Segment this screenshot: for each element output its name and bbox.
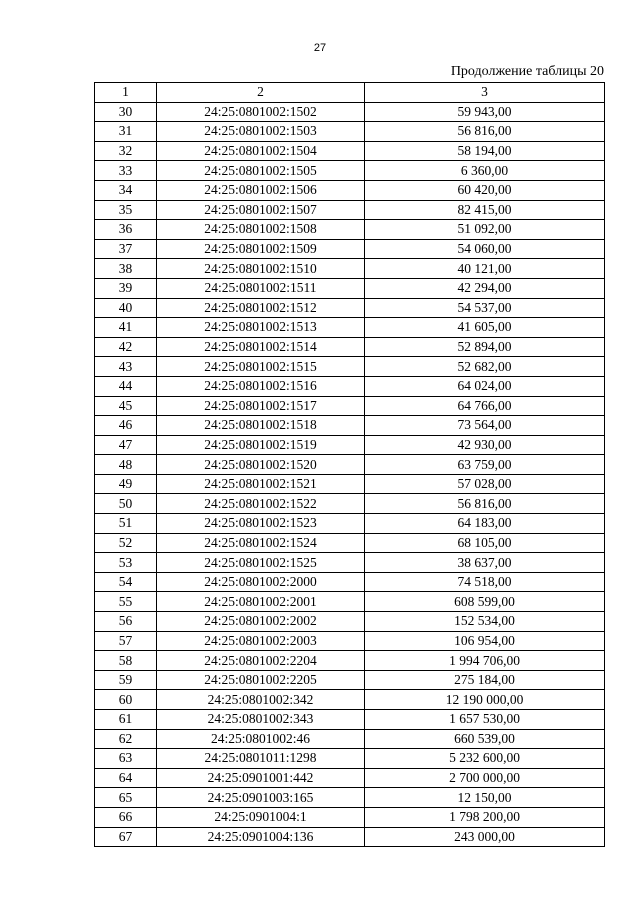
cadastral-number-cell: 24:25:0801002:46 bbox=[157, 729, 365, 749]
table-body bbox=[95, 83, 605, 847]
cadastral-number-cell: 24:25:0901003:165 bbox=[157, 788, 365, 808]
cadastral-number-cell: 24:25:0801002:1514 bbox=[157, 337, 365, 357]
cadastral-number-cell: 24:25:0801002:1502 bbox=[157, 102, 365, 122]
value-cell: 57 028,00 bbox=[365, 474, 605, 494]
table-row bbox=[95, 141, 605, 161]
row-number-cell: 50 bbox=[95, 494, 157, 514]
value-cell: 82 415,00 bbox=[365, 200, 605, 220]
row-number-cell: 36 bbox=[95, 220, 157, 240]
table-row bbox=[95, 807, 605, 827]
row-number-cell: 46 bbox=[95, 416, 157, 436]
row-number-cell: 48 bbox=[95, 455, 157, 475]
value-cell: 106 954,00 bbox=[365, 631, 605, 651]
table-row bbox=[95, 200, 605, 220]
row-number-cell: 33 bbox=[95, 161, 157, 181]
value-cell: 64 183,00 bbox=[365, 514, 605, 534]
table-row bbox=[95, 474, 605, 494]
table-row bbox=[95, 259, 605, 279]
value-cell: 12 150,00 bbox=[365, 788, 605, 808]
value-cell: 1 657 530,00 bbox=[365, 710, 605, 730]
value-cell: 68 105,00 bbox=[365, 533, 605, 553]
value-cell: 42 294,00 bbox=[365, 278, 605, 298]
value-cell: 51 092,00 bbox=[365, 220, 605, 240]
table-row bbox=[95, 318, 605, 338]
row-number-cell: 30 bbox=[95, 102, 157, 122]
cadastral-number-cell: 24:25:0801002:342 bbox=[157, 690, 365, 710]
value-cell: 54 537,00 bbox=[365, 298, 605, 318]
column-header-2: 2 bbox=[157, 83, 365, 103]
cadastral-number-cell: 24:25:0801002:1515 bbox=[157, 357, 365, 377]
cadastral-number-cell: 24:25:0801002:2204 bbox=[157, 651, 365, 671]
row-number-cell: 49 bbox=[95, 474, 157, 494]
value-cell: 1 994 706,00 bbox=[365, 651, 605, 671]
row-number-cell: 64 bbox=[95, 768, 157, 788]
table-caption: Продолжение таблицы 20 bbox=[450, 64, 604, 79]
row-number-cell: 56 bbox=[95, 612, 157, 632]
cadastral-number-cell: 24:25:0801002:1516 bbox=[157, 376, 365, 396]
value-cell: 12 190 000,00 bbox=[365, 690, 605, 710]
value-cell: 6 360,00 bbox=[365, 161, 605, 181]
table-row bbox=[95, 710, 605, 730]
row-number-cell: 37 bbox=[95, 239, 157, 259]
value-cell: 42 930,00 bbox=[365, 435, 605, 455]
table-row bbox=[95, 416, 605, 436]
cadastral-number-cell: 24:25:0801002:2002 bbox=[157, 612, 365, 632]
row-number-cell: 39 bbox=[95, 278, 157, 298]
row-number-cell: 31 bbox=[95, 122, 157, 142]
column-header-3: 3 bbox=[365, 83, 605, 103]
row-number-cell: 65 bbox=[95, 788, 157, 808]
table-row bbox=[95, 357, 605, 377]
table-row bbox=[95, 749, 605, 769]
table-row bbox=[95, 631, 605, 651]
value-cell: 73 564,00 bbox=[365, 416, 605, 436]
row-number-cell: 61 bbox=[95, 710, 157, 730]
table-row bbox=[95, 298, 605, 318]
table-row bbox=[95, 278, 605, 298]
row-number-cell: 66 bbox=[95, 807, 157, 827]
row-number-cell: 43 bbox=[95, 357, 157, 377]
cadastral-number-cell: 24:25:0801002:1510 bbox=[157, 259, 365, 279]
value-cell: 64 766,00 bbox=[365, 396, 605, 416]
cadastral-number-cell: 24:25:0801002:1512 bbox=[157, 298, 365, 318]
cadastral-number-cell: 24:25:0801002:1508 bbox=[157, 220, 365, 240]
table-row bbox=[95, 651, 605, 671]
table-row bbox=[95, 455, 605, 475]
value-cell: 275 184,00 bbox=[365, 670, 605, 690]
row-number-cell: 58 bbox=[95, 651, 157, 671]
cadastral-number-cell: 24:25:0801002:1509 bbox=[157, 239, 365, 259]
table-row bbox=[95, 494, 605, 514]
row-number-cell: 41 bbox=[95, 318, 157, 338]
table-row bbox=[95, 102, 605, 122]
value-cell: 56 816,00 bbox=[365, 122, 605, 142]
cadastral-number-cell: 24:25:0801002:1523 bbox=[157, 514, 365, 534]
cadastral-number-cell: 24:25:0801002:1517 bbox=[157, 396, 365, 416]
value-cell: 59 943,00 bbox=[365, 102, 605, 122]
value-cell: 40 121,00 bbox=[365, 259, 605, 279]
column-header-1: 1 bbox=[95, 83, 157, 103]
cadastral-number-cell: 24:25:0801002:1521 bbox=[157, 474, 365, 494]
table-row bbox=[95, 788, 605, 808]
cadastral-number-cell: 24:25:0801002:2205 bbox=[157, 670, 365, 690]
table-row bbox=[95, 396, 605, 416]
table-header-row bbox=[95, 83, 605, 103]
table-row bbox=[95, 670, 605, 690]
row-number-cell: 52 bbox=[95, 533, 157, 553]
table-row bbox=[95, 533, 605, 553]
cadastral-number-cell: 24:25:0801002:1525 bbox=[157, 553, 365, 573]
cadastral-number-cell: 24:25:0801002:1507 bbox=[157, 200, 365, 220]
value-cell: 2 700 000,00 bbox=[365, 768, 605, 788]
row-number-cell: 51 bbox=[95, 514, 157, 534]
cadastral-number-cell: 24:25:0801002:1505 bbox=[157, 161, 365, 181]
table-row bbox=[95, 161, 605, 181]
cadastral-number-cell: 24:25:0801002:2003 bbox=[157, 631, 365, 651]
table-row bbox=[95, 729, 605, 749]
cadastral-number-cell: 24:25:0801002:1511 bbox=[157, 278, 365, 298]
table-row bbox=[95, 768, 605, 788]
table-row bbox=[95, 592, 605, 612]
table-row bbox=[95, 514, 605, 534]
row-number-cell: 60 bbox=[95, 690, 157, 710]
cadastral-number-cell: 24:25:0801002:1506 bbox=[157, 180, 365, 200]
cadastral-number-cell: 24:25:0801002:1522 bbox=[157, 494, 365, 514]
row-number-cell: 57 bbox=[95, 631, 157, 651]
value-cell: 74 518,00 bbox=[365, 572, 605, 592]
row-number-cell: 38 bbox=[95, 259, 157, 279]
table-row bbox=[95, 612, 605, 632]
table-row bbox=[95, 690, 605, 710]
table-row bbox=[95, 337, 605, 357]
row-number-cell: 67 bbox=[95, 827, 157, 847]
value-cell: 64 024,00 bbox=[365, 376, 605, 396]
table-row bbox=[95, 220, 605, 240]
table-row bbox=[95, 435, 605, 455]
value-cell: 52 894,00 bbox=[365, 337, 605, 357]
value-cell: 38 637,00 bbox=[365, 553, 605, 573]
cadastral-number-cell: 24:25:0801002:1504 bbox=[157, 141, 365, 161]
page-number: 27 bbox=[313, 42, 327, 54]
value-cell: 1 798 200,00 bbox=[365, 807, 605, 827]
value-cell: 152 534,00 bbox=[365, 612, 605, 632]
row-number-cell: 34 bbox=[95, 180, 157, 200]
value-cell: 243 000,00 bbox=[365, 827, 605, 847]
value-cell: 60 420,00 bbox=[365, 180, 605, 200]
value-cell: 660 539,00 bbox=[365, 729, 605, 749]
row-number-cell: 53 bbox=[95, 553, 157, 573]
cadastral-number-cell: 24:25:0901001:442 bbox=[157, 768, 365, 788]
row-number-cell: 45 bbox=[95, 396, 157, 416]
data-table bbox=[94, 82, 605, 847]
row-number-cell: 44 bbox=[95, 376, 157, 396]
row-number-cell: 54 bbox=[95, 572, 157, 592]
row-number-cell: 59 bbox=[95, 670, 157, 690]
value-cell: 58 194,00 bbox=[365, 141, 605, 161]
cadastral-number-cell: 24:25:0801002:343 bbox=[157, 710, 365, 730]
row-number-cell: 35 bbox=[95, 200, 157, 220]
cadastral-number-cell: 24:25:0901004:1 bbox=[157, 807, 365, 827]
table-row bbox=[95, 827, 605, 847]
table-row bbox=[95, 572, 605, 592]
cadastral-number-cell: 24:25:0801002:1513 bbox=[157, 318, 365, 338]
row-number-cell: 42 bbox=[95, 337, 157, 357]
row-number-cell: 62 bbox=[95, 729, 157, 749]
value-cell: 41 605,00 bbox=[365, 318, 605, 338]
cadastral-number-cell: 24:25:0801002:2001 bbox=[157, 592, 365, 612]
cadastral-number-cell: 24:25:0801011:1298 bbox=[157, 749, 365, 769]
cadastral-number-cell: 24:25:0801002:2000 bbox=[157, 572, 365, 592]
cadastral-number-cell: 24:25:0801002:1520 bbox=[157, 455, 365, 475]
cadastral-number-cell: 24:25:0801002:1518 bbox=[157, 416, 365, 436]
cadastral-number-cell: 24:25:0901004:136 bbox=[157, 827, 365, 847]
value-cell: 63 759,00 bbox=[365, 455, 605, 475]
row-number-cell: 63 bbox=[95, 749, 157, 769]
table-row bbox=[95, 239, 605, 259]
row-number-cell: 55 bbox=[95, 592, 157, 612]
table-row bbox=[95, 180, 605, 200]
row-number-cell: 47 bbox=[95, 435, 157, 455]
cadastral-number-cell: 24:25:0801002:1524 bbox=[157, 533, 365, 553]
row-number-cell: 32 bbox=[95, 141, 157, 161]
value-cell: 5 232 600,00 bbox=[365, 749, 605, 769]
table-row bbox=[95, 376, 605, 396]
value-cell: 56 816,00 bbox=[365, 494, 605, 514]
value-cell: 54 060,00 bbox=[365, 239, 605, 259]
table-row bbox=[95, 553, 605, 573]
cadastral-number-cell: 24:25:0801002:1503 bbox=[157, 122, 365, 142]
value-cell: 52 682,00 bbox=[365, 357, 605, 377]
cadastral-number-cell: 24:25:0801002:1519 bbox=[157, 435, 365, 455]
table-row bbox=[95, 122, 605, 142]
row-number-cell: 40 bbox=[95, 298, 157, 318]
value-cell: 608 599,00 bbox=[365, 592, 605, 612]
